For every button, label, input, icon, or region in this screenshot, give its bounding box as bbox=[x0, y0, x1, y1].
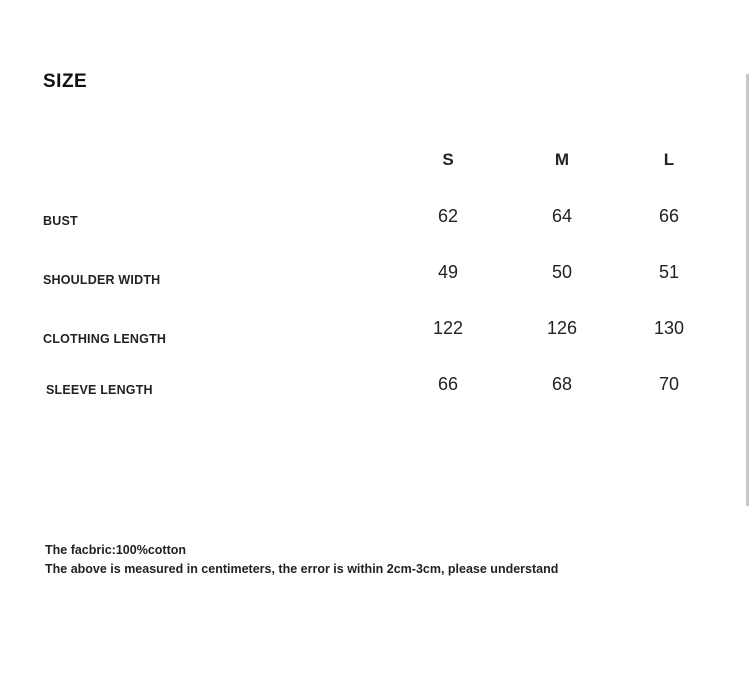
size-header-m: M bbox=[554, 150, 570, 169]
row-label-shoulder-width: SHOULDER WIDTH bbox=[43, 273, 161, 287]
cell-bust-l: 66 bbox=[658, 206, 680, 226]
cell-sleeve-s: 66 bbox=[437, 374, 459, 394]
scrollbar[interactable] bbox=[746, 74, 749, 506]
cell-sleeve-m: 68 bbox=[551, 374, 573, 394]
cell-shoulder-l: 51 bbox=[658, 262, 680, 282]
cell-length-s: 122 bbox=[432, 318, 464, 338]
row-label-bust: BUST bbox=[43, 214, 78, 228]
row-label-clothing-length: CLOTHING LENGTH bbox=[43, 332, 167, 346]
cell-bust-m: 64 bbox=[551, 206, 573, 226]
size-header-l: L bbox=[663, 150, 675, 169]
cell-length-m: 126 bbox=[546, 318, 578, 338]
cell-shoulder-s: 49 bbox=[437, 262, 459, 282]
measurement-note: The above is measured in centimeters, the error is within 2cm-3cm, please understand bbox=[45, 562, 559, 576]
cell-bust-s: 62 bbox=[437, 206, 459, 226]
page-title: SIZE bbox=[43, 71, 88, 92]
cell-length-l: 130 bbox=[653, 318, 685, 338]
size-header-s: S bbox=[442, 150, 454, 169]
row-label-sleeve-length: SLEEVE LENGTH bbox=[46, 383, 153, 397]
fabric-note: The facbric:100%cotton bbox=[45, 543, 187, 557]
cell-sleeve-l: 70 bbox=[658, 374, 680, 394]
cell-shoulder-m: 50 bbox=[551, 262, 573, 282]
